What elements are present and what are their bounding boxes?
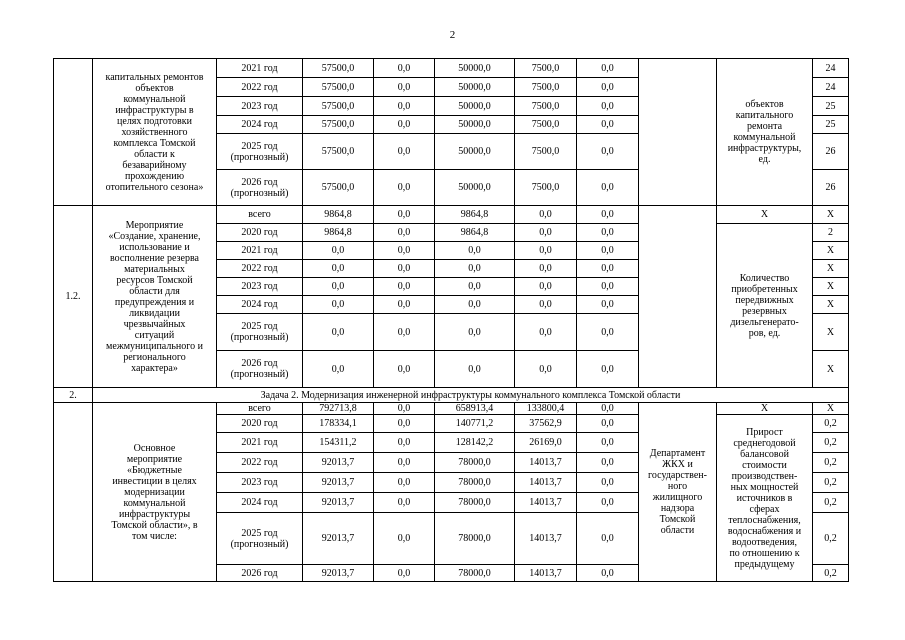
- year-cell: [217, 116, 303, 134]
- indicator-value-cell: Х: [813, 260, 849, 278]
- measure-name-line: межмуниципального и: [106, 340, 203, 352]
- regional-cell: 0,0: [435, 242, 515, 260]
- local-cell: 0,0: [515, 296, 577, 314]
- total-cell: 0,0: [303, 296, 374, 314]
- indicator-line: ед.: [758, 154, 771, 165]
- measure-name-line: инфраструктуры в: [115, 104, 194, 116]
- extra-budget-cell: 0,0: [577, 351, 639, 388]
- year-label: 2021 год: [241, 245, 278, 256]
- total-cell: 57500,0: [303, 97, 374, 116]
- measure-name-line: целях подготовки: [117, 115, 192, 127]
- total-cell: 57500,0: [303, 59, 374, 78]
- local-cell: 7500,0: [515, 134, 577, 170]
- extra-budget-cell: 0,0: [577, 59, 639, 78]
- responsible-line: Департамент: [649, 448, 706, 459]
- program-table: [53, 58, 849, 582]
- year-cell: всего: [217, 206, 303, 224]
- extra-budget-cell: 0,0: [577, 433, 639, 453]
- year-cell: [217, 351, 303, 388]
- local-cell: 14013,7: [515, 473, 577, 493]
- responsible-line: государствен-: [648, 470, 707, 481]
- total-cell: 57500,0: [303, 116, 374, 134]
- indicator-cell: Х: [717, 403, 813, 415]
- indicator-value-cell: 0,2: [813, 473, 849, 493]
- indicator-line: производствен-: [731, 470, 798, 482]
- extra-budget-cell: 0,0: [577, 473, 639, 493]
- indicator-line: Количество: [739, 272, 790, 284]
- measure-name-line: области для: [129, 285, 180, 297]
- year-cell: [217, 415, 303, 433]
- item-number-cell: 1.2.: [54, 206, 93, 388]
- measure-name-line: коммунальной: [123, 93, 186, 105]
- local-cell: 26169,0: [515, 433, 577, 453]
- federal-cell: 0,0: [374, 565, 435, 582]
- year-label: 2021 год: [241, 437, 278, 448]
- local-cell: 7500,0: [515, 116, 577, 134]
- federal-cell: 0,0: [374, 134, 435, 170]
- total-cell: 0,0: [303, 351, 374, 388]
- local-cell: 7500,0: [515, 78, 577, 97]
- total-cell: 0,0: [303, 278, 374, 296]
- local-cell: 7500,0: [515, 59, 577, 78]
- year-note: (прогнозный): [230, 369, 289, 380]
- federal-cell: 0,0: [374, 260, 435, 278]
- measure-name-line: восполнение резерва: [110, 252, 199, 264]
- year-cell: [217, 170, 303, 206]
- total-cell: 92013,7: [303, 565, 374, 582]
- federal-cell: 0,0: [374, 314, 435, 351]
- year-label: 2024 год: [241, 497, 278, 508]
- indicator-line: водоснабжения и: [727, 525, 802, 537]
- indicator-value-cell: Х: [813, 296, 849, 314]
- extra-budget-cell: 0,0: [577, 565, 639, 582]
- indicator-line: водоотведения,: [732, 536, 797, 548]
- measure-name-line: комплекса Томской: [113, 137, 196, 149]
- responsible-line: надзора: [660, 503, 695, 514]
- federal-cell: 0,0: [374, 170, 435, 206]
- federal-cell: 0,0: [374, 453, 435, 473]
- year-label: 2026 год: [241, 176, 278, 188]
- indicator-line: ных мощностей: [730, 481, 799, 493]
- year-cell: [217, 134, 303, 170]
- year-note: (прогнозный): [230, 187, 289, 199]
- regional-cell: 0,0: [435, 314, 515, 351]
- indicator-line: ров, ед.: [748, 327, 781, 339]
- indicator-cell: [717, 59, 813, 206]
- indicator-line: теплоснабжения,: [728, 514, 801, 526]
- total-cell: 57500,0: [303, 170, 374, 206]
- regional-cell: 140771,2: [435, 415, 515, 433]
- year-cell: [217, 296, 303, 314]
- indicator-value-cell: 0,2: [813, 493, 849, 513]
- federal-cell: 0,0: [374, 59, 435, 78]
- responsible-line: ного: [667, 481, 688, 492]
- measure-name-line: области к: [134, 148, 175, 160]
- indicator-line: ремонта: [746, 121, 783, 132]
- extra-budget-cell: 0,0: [577, 134, 639, 170]
- extra-budget-cell: 0,0: [577, 415, 639, 433]
- extra-budget-cell: 0,0: [577, 242, 639, 260]
- indicator-line: Прирост: [746, 426, 783, 438]
- year-label: 2026 год: [241, 358, 278, 369]
- extra-budget-cell: 0,0: [577, 513, 639, 565]
- year-label: 2023 год: [241, 281, 278, 292]
- year-note: (прогнозный): [230, 151, 289, 163]
- year-cell: [217, 314, 303, 351]
- extra-budget-cell: 0,0: [577, 296, 639, 314]
- measure-name-line: чрезвычайных: [123, 318, 186, 330]
- indicator-value-cell: 26: [813, 170, 849, 206]
- indicator-value-cell: Х: [813, 242, 849, 260]
- local-cell: 7500,0: [515, 97, 577, 116]
- measure-name-line: мероприятие: [126, 453, 183, 465]
- total-cell: 57500,0: [303, 78, 374, 97]
- total-cell: 57500,0: [303, 134, 374, 170]
- year-cell: [217, 493, 303, 513]
- regional-cell: 128142,2: [435, 433, 515, 453]
- local-cell: 14013,7: [515, 513, 577, 565]
- total-cell: 9864,8: [303, 206, 374, 224]
- total-cell: 9864,8: [303, 224, 374, 242]
- task-row: [54, 388, 849, 403]
- measure-name-line: безаварийному: [122, 159, 187, 171]
- local-cell: 0,0: [515, 278, 577, 296]
- indicator-value-cell: 24: [813, 78, 849, 97]
- indicator-line: источников в: [736, 492, 793, 504]
- measure-name-line: «Бюджетные: [127, 464, 182, 476]
- regional-cell: 78000,0: [435, 473, 515, 493]
- federal-cell: 0,0: [374, 351, 435, 388]
- local-cell: 37562,9: [515, 415, 577, 433]
- local-cell: 0,0: [515, 206, 577, 224]
- indicator-line: объектов: [745, 99, 784, 110]
- indicator-line: стоимости: [742, 459, 787, 471]
- extra-budget-cell: 0,0: [577, 493, 639, 513]
- local-cell: 0,0: [515, 260, 577, 278]
- indicator-value-cell: 0,2: [813, 433, 849, 453]
- year-cell: [217, 260, 303, 278]
- measure-name-line: объектов: [135, 82, 174, 94]
- year-label: 2021 год: [241, 62, 278, 74]
- regional-cell: 50000,0: [435, 78, 515, 97]
- measure-name-line: Основное: [133, 442, 176, 454]
- table-row: [54, 59, 849, 78]
- indicator-line: сферах: [749, 503, 780, 515]
- federal-cell: 0,0: [374, 116, 435, 134]
- total-cell: 92013,7: [303, 513, 374, 565]
- regional-cell: 50000,0: [435, 134, 515, 170]
- measure-name-line: капитальных ремонтов: [105, 71, 204, 83]
- federal-cell: 0,0: [374, 97, 435, 116]
- regional-cell: 50000,0: [435, 97, 515, 116]
- indicator-cell: Х: [717, 206, 813, 224]
- responsible-cell: [639, 59, 717, 206]
- extra-budget-cell: 0,0: [577, 78, 639, 97]
- year-label: 2025 год: [241, 140, 278, 152]
- indicator-cell: [717, 415, 813, 582]
- indicator-line: передвижных: [735, 294, 794, 306]
- year-cell: всего: [217, 403, 303, 415]
- measure-name-line: инфраструктуры: [118, 508, 191, 520]
- local-cell: 7500,0: [515, 170, 577, 206]
- indicator-value-cell: 25: [813, 97, 849, 116]
- extra-budget-cell: 0,0: [577, 260, 639, 278]
- year-label: 2022 год: [241, 457, 278, 468]
- responsible-line: Томской: [659, 514, 696, 525]
- year-label: 2025 год: [241, 527, 278, 539]
- year-label: 2025 год: [241, 321, 278, 332]
- indicator-line: приобретенных: [731, 283, 798, 295]
- year-cell: [217, 565, 303, 582]
- indicator-value-cell: 2: [813, 224, 849, 242]
- indicator-value-cell: 0,2: [813, 415, 849, 433]
- local-cell: 14013,7: [515, 453, 577, 473]
- table-row: [54, 206, 849, 224]
- extra-budget-cell: 0,0: [577, 116, 639, 134]
- federal-cell: 0,0: [374, 513, 435, 565]
- total-cell: 0,0: [303, 260, 374, 278]
- extra-budget-cell: 0,0: [577, 314, 639, 351]
- item-number-cell: [54, 59, 93, 206]
- regional-cell: 0,0: [435, 296, 515, 314]
- year-label: 2023 год: [241, 100, 278, 112]
- year-cell: [217, 59, 303, 78]
- regional-cell: 78000,0: [435, 453, 515, 473]
- indicator-value-cell: Х: [813, 278, 849, 296]
- indicator-value-cell: Х: [813, 314, 849, 351]
- measure-name-line: отопительного сезона»: [105, 181, 204, 193]
- measure-name-line: ситуаций: [134, 329, 175, 341]
- year-label: 2020 год: [241, 227, 278, 238]
- indicator-line: предыдущему: [734, 558, 795, 570]
- measure-name-line: Мероприятие: [125, 219, 184, 231]
- indicator-value-cell: Х: [813, 403, 849, 415]
- federal-cell: 0,0: [374, 403, 435, 415]
- federal-cell: 0,0: [374, 296, 435, 314]
- total-cell: 92013,7: [303, 493, 374, 513]
- total-cell: 792713,8: [303, 403, 374, 415]
- measure-name-line: использование и: [119, 241, 190, 253]
- regional-cell: 78000,0: [435, 513, 515, 565]
- year-cell: [217, 78, 303, 97]
- local-cell: 0,0: [515, 224, 577, 242]
- regional-cell: 50000,0: [435, 116, 515, 134]
- indicator-value-cell: Х: [813, 206, 849, 224]
- measure-name-line: характера»: [131, 362, 178, 374]
- measure-name-line: материальных: [124, 263, 185, 275]
- local-cell: 133800,4: [515, 403, 577, 415]
- measure-name-line: «Создание, хранение,: [108, 230, 201, 242]
- indicator-value-cell: 0,2: [813, 513, 849, 565]
- indicator-value-cell: 24: [813, 59, 849, 78]
- regional-cell: 78000,0: [435, 565, 515, 582]
- local-cell: 0,0: [515, 242, 577, 260]
- extra-budget-cell: 0,0: [577, 206, 639, 224]
- year-cell: [217, 97, 303, 116]
- indicator-line: среднегодовой: [733, 437, 796, 449]
- page-number: 2: [449, 29, 456, 41]
- responsible-line: ЖКХ и: [662, 459, 693, 470]
- task-title-cell: Задача 2. Модернизация инженерной инфраструктуры коммунального комплекса Томской области: [93, 388, 849, 403]
- federal-cell: 0,0: [374, 78, 435, 97]
- local-cell: 0,0: [515, 314, 577, 351]
- indicator-line: балансовой: [740, 448, 789, 460]
- year-note: (прогнозный): [230, 538, 289, 550]
- federal-cell: 0,0: [374, 242, 435, 260]
- indicator-value-cell: 25: [813, 116, 849, 134]
- federal-cell: 0,0: [374, 473, 435, 493]
- measure-name-line: регионального: [123, 351, 186, 363]
- federal-cell: 0,0: [374, 206, 435, 224]
- regional-cell: 658913,4: [435, 403, 515, 415]
- measure-name-cell: [93, 59, 217, 206]
- extra-budget-cell: 0,0: [577, 403, 639, 415]
- year-cell: [217, 224, 303, 242]
- task-number-cell: 2.: [54, 388, 93, 403]
- local-cell: 14013,7: [515, 565, 577, 582]
- year-cell: [217, 473, 303, 493]
- regional-cell: 0,0: [435, 260, 515, 278]
- measure-name-line: хозяйственного: [121, 126, 188, 138]
- indicator-line: капитального: [735, 110, 794, 121]
- regional-cell: 9864,8: [435, 206, 515, 224]
- responsible-cell: [639, 206, 717, 388]
- indicator-value-cell: Х: [813, 351, 849, 388]
- regional-cell: 78000,0: [435, 493, 515, 513]
- year-label: 2020 год: [241, 418, 278, 429]
- measure-name-cell: [93, 403, 217, 582]
- table-row: [54, 403, 849, 415]
- measure-name-line: модернизации: [124, 486, 185, 498]
- year-note: (прогнозный): [230, 332, 289, 343]
- indicator-line: по отношению к: [729, 547, 800, 559]
- indicator-line: инфраструктуры,: [727, 143, 802, 154]
- year-cell: [217, 453, 303, 473]
- total-cell: 0,0: [303, 314, 374, 351]
- indicator-cell: [717, 224, 813, 388]
- regional-cell: 0,0: [435, 351, 515, 388]
- federal-cell: 0,0: [374, 278, 435, 296]
- local-cell: 14013,7: [515, 493, 577, 513]
- local-cell: 0,0: [515, 351, 577, 388]
- regional-cell: 50000,0: [435, 59, 515, 78]
- extra-budget-cell: 0,0: [577, 170, 639, 206]
- responsible-line: жилищного: [652, 492, 703, 503]
- measure-name-line: предупреждения и: [114, 296, 195, 308]
- year-label: 2023 год: [241, 477, 278, 488]
- measure-name-line: коммунальной: [123, 497, 186, 509]
- regional-cell: 0,0: [435, 278, 515, 296]
- year-label: 2024 год: [241, 119, 278, 130]
- year-label: 2022 год: [241, 81, 278, 93]
- total-cell: 92013,7: [303, 473, 374, 493]
- extra-budget-cell: 0,0: [577, 97, 639, 116]
- total-cell: 92013,7: [303, 453, 374, 473]
- federal-cell: 0,0: [374, 433, 435, 453]
- indicator-line: дизельгенерато-: [730, 316, 799, 328]
- year-cell: [217, 242, 303, 260]
- measure-name-line: том числе:: [132, 530, 177, 542]
- federal-cell: 0,0: [374, 224, 435, 242]
- federal-cell: 0,0: [374, 415, 435, 433]
- item-number-cell: [54, 403, 93, 582]
- measure-name-line: инвестиции в целях: [112, 475, 197, 487]
- extra-budget-cell: 0,0: [577, 278, 639, 296]
- regional-cell: 9864,8: [435, 224, 515, 242]
- extra-budget-cell: 0,0: [577, 224, 639, 242]
- year-label: 2022 год: [241, 263, 278, 274]
- year-label: 2024 год: [241, 299, 278, 310]
- measure-name-cell: [93, 206, 217, 388]
- year-label: 2026 год: [241, 567, 278, 579]
- year-cell: [217, 433, 303, 453]
- responsible-cell: [639, 403, 717, 582]
- total-cell: 0,0: [303, 242, 374, 260]
- measure-name-line: ликвидации: [129, 307, 180, 319]
- total-cell: 154311,2: [303, 433, 374, 453]
- measure-name-line: прохождению: [124, 170, 185, 182]
- year-cell: [217, 278, 303, 296]
- measure-name-line: Томской области», в: [111, 519, 198, 531]
- total-cell: 178334,1: [303, 415, 374, 433]
- indicator-line: резервных: [742, 305, 787, 317]
- indicator-line: коммунальной: [733, 132, 796, 143]
- measure-name-line: ресурсов Томской: [116, 274, 193, 286]
- indicator-value-cell: 26: [813, 134, 849, 170]
- indicator-value-cell: 0,2: [813, 453, 849, 473]
- regional-cell: 50000,0: [435, 170, 515, 206]
- extra-budget-cell: 0,0: [577, 453, 639, 473]
- responsible-line: области: [660, 525, 695, 536]
- federal-cell: 0,0: [374, 493, 435, 513]
- indicator-value-cell: 0,2: [813, 565, 849, 582]
- year-cell: [217, 513, 303, 565]
